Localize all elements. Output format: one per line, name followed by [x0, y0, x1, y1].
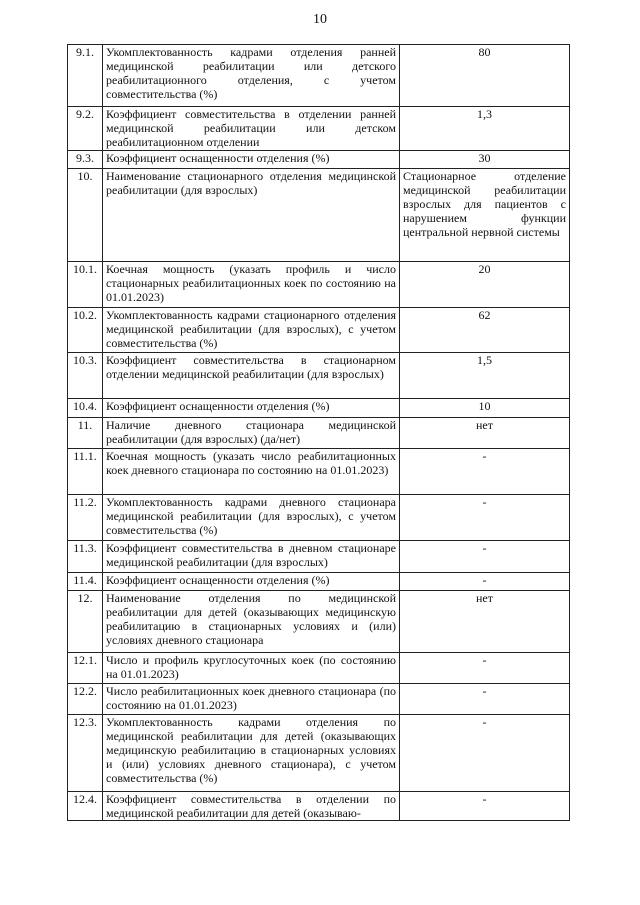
- table-row: [68, 353, 570, 399]
- row-value: нет: [400, 591, 570, 653]
- table-row: [68, 262, 570, 308]
- row-value: нет: [400, 418, 570, 449]
- table-row: [68, 399, 570, 418]
- row-number: 11.1.: [68, 449, 103, 495]
- row-value: 20: [400, 262, 570, 308]
- row-description: Наименование отделения по медицинской реабилитации для детей (оказывающих медицинскую реабилитацию в стационарных условиях и (или) условиях дневного стационара: [103, 591, 400, 653]
- table-row: [68, 418, 570, 449]
- row-number: 12.2.: [68, 684, 103, 715]
- row-description: Коэффициент совместительства в стационарном отделении медицинской реабилитации (для взрослых): [103, 353, 400, 399]
- row-number: 12.3.: [68, 715, 103, 792]
- table-row: [68, 151, 570, 169]
- table-row: [68, 495, 570, 541]
- row-description: Укомплектованность кадрами отделения по медицинской реабилитации для детей (оказывающих медицинскую реабилитацию в стационарных условиях и (или) условиях дневного стационара), с учетом совместительства (%): [103, 715, 400, 792]
- row-number: 12.4.: [68, 792, 103, 821]
- row-value: -: [400, 792, 570, 821]
- row-number: 11.3.: [68, 541, 103, 573]
- row-value: 62: [400, 308, 570, 353]
- row-number: 9.2.: [68, 107, 103, 151]
- row-description: Наличие дневного стационара медицинской реабилитации (для взрослых) (да/нет): [103, 418, 400, 449]
- row-number: 12.: [68, 591, 103, 653]
- row-value: -: [400, 541, 570, 573]
- row-value: -: [400, 715, 570, 792]
- row-number: 12.1.: [68, 653, 103, 684]
- row-description: Коэффициент совместительства в отделении ранней медицинской реабилитации или детском реабилитационном отделении: [103, 107, 400, 151]
- table-row: [68, 573, 570, 591]
- table-row: [68, 715, 570, 792]
- row-number: 10.4.: [68, 399, 103, 418]
- row-description: Укомплектованность кадрами дневного стационара медицинской реабилитации (для взрослых), с учетом совместительства (%): [103, 495, 400, 541]
- row-value: 10: [400, 399, 570, 418]
- table-row: [68, 449, 570, 495]
- row-value: -: [400, 653, 570, 684]
- row-description: Число реабилитационных коек дневного стационара (по состоянию на 01.01.2023): [103, 684, 400, 715]
- page-number: 10: [313, 12, 327, 27]
- row-number: 10.: [68, 169, 103, 262]
- row-description: Коэффициент оснащенности отделения (%): [103, 573, 400, 591]
- row-description: Коэффициент оснащенности отделения (%): [103, 151, 400, 169]
- row-description: Коечная мощность (указать профиль и число стационарных реабилитационных коек по состоянию на 01.01.2023): [103, 262, 400, 308]
- table-row: [68, 591, 570, 653]
- row-number: 9.3.: [68, 151, 103, 169]
- row-number: 11.2.: [68, 495, 103, 541]
- row-value: -: [400, 449, 570, 495]
- row-number: 10.2.: [68, 308, 103, 353]
- row-description: Коэффициент совместительства в дневном стационаре медицинской реабилитации (для взрослых): [103, 541, 400, 573]
- table-row: [68, 107, 570, 151]
- row-number: 10.1.: [68, 262, 103, 308]
- row-value: -: [400, 684, 570, 715]
- row-description: Укомплектованность кадрами стационарного отделения медицинской реабилитации (для взрослых), с учетом совместительства (%): [103, 308, 400, 353]
- row-value: 30: [400, 151, 570, 169]
- row-description: Коэффициент совместительства в отделении по медицинской реабилитации для детей (оказываю-: [103, 792, 400, 821]
- row-description: Коэффициент оснащенности отделения (%): [103, 399, 400, 418]
- row-value: -: [400, 495, 570, 541]
- table-row: [68, 653, 570, 684]
- row-number: 10.3.: [68, 353, 103, 399]
- row-description: Коечная мощность (указать число реабилитационных коек дневного стационара по состоянию на 01.01.2023): [103, 449, 400, 495]
- row-number: 9.1.: [68, 45, 103, 107]
- table-row: [68, 45, 570, 107]
- table-row: [68, 541, 570, 573]
- row-value: 1,5: [400, 353, 570, 399]
- row-description: Наименование стационарного отделения медицинской реабилитации (для взрослых): [103, 169, 400, 262]
- row-value: 80: [400, 45, 570, 107]
- row-description: Число и профиль круглосуточных коек (по состоянию на 01.01.2023): [103, 653, 400, 684]
- rehabilitation-table: [67, 44, 570, 821]
- table-row: [68, 169, 570, 262]
- row-description: Укомплектованность кадрами отделения ранней медицинской реабилитации или детского реабилитационного отделения, с учетом совместительства (%): [103, 45, 400, 107]
- table-row: [68, 308, 570, 353]
- row-value: 1,3: [400, 107, 570, 151]
- table-row: [68, 792, 570, 821]
- row-number: 11.: [68, 418, 103, 449]
- row-value: Стационарное отделение медицинской реабилитации взрослых для пациентов с нарушением функции центральной нервной системы: [400, 169, 570, 262]
- table-row: [68, 684, 570, 715]
- row-value: -: [400, 573, 570, 591]
- row-number: 11.4.: [68, 573, 103, 591]
